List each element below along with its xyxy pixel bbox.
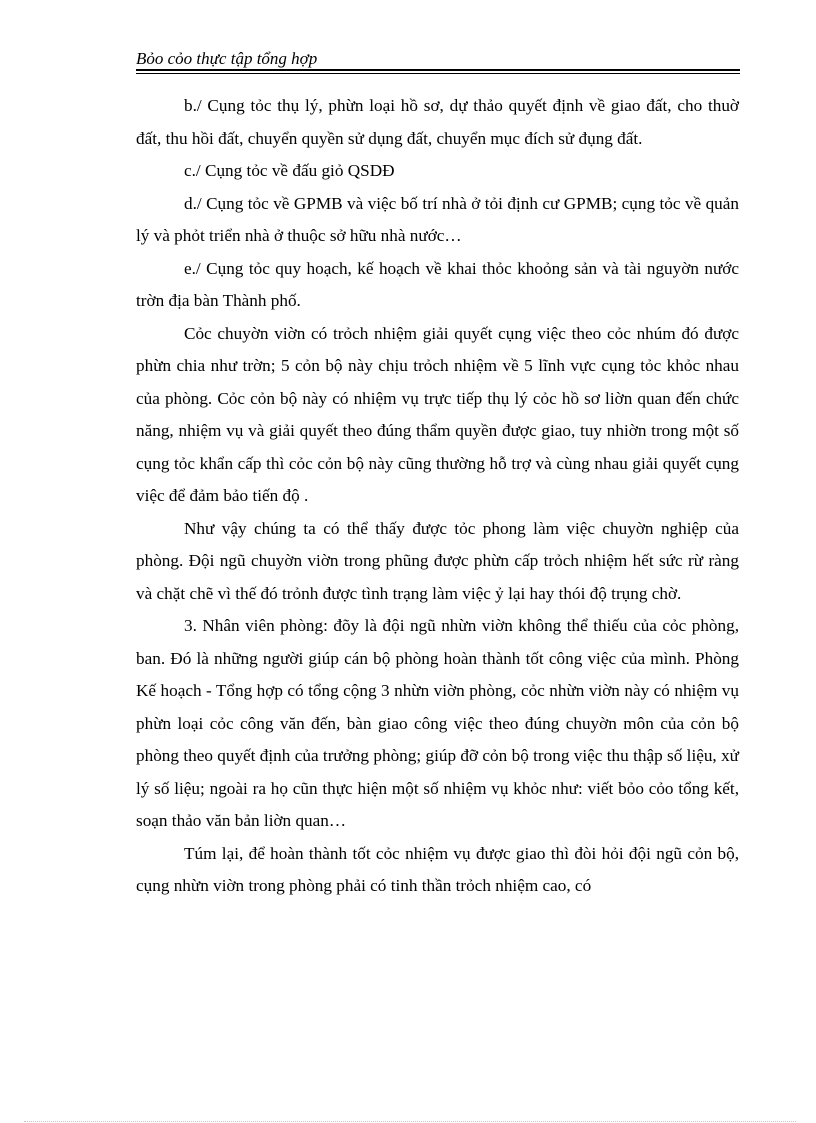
paragraph-item-e: e./ Cụng tỏc quy hoạch, kế hoạch về khai thỏc khoỏng sản và tài nguyờn nước trờn địa bàn Thành phố. <box>136 258 739 310</box>
paragraph-item-c: c./ Cụng tỏc về đấu giỏ QSDĐ <box>184 161 395 180</box>
paragraph-specialists: Cỏc chuyờn viờn có trỏch nhiệm giải quyết cụng việc theo cỏc nhúm đó được phừn chia như trờn; 5 cỏn bộ này chịu trỏch nhiệm về 5 lĩnh vực cụng tỏc khỏc nhau của phòng. Cỏc cỏn bộ này có nhiệm vụ trực tiếp thụ lý cỏc hồ sơ liờn quan đến chức năng, nhiệm vụ và giải quyết theo đúng thẩm quyền được giao, tuy nhiờn trong một số cụng tỏc khẩn cấp thì cỏc cỏn bộ này cũng thường hỗ trợ và cùng nhau giải quyết cụng việc để đảm bảo tiến độ . <box>136 323 739 505</box>
paragraph-work-style: Như vậy chúng ta có thể thấy được tỏc phong làm việc chuyờn nghiệp của phòng. Đội ngũ chuyờn viờn trong phũng được phừn cấp trỏch nhiệm hết sức rừ ràng và chặt chẽ vì thế đó trỏnh được tình trạng làm việc ỷ lại hay thói độ trụng chờ. <box>136 518 739 603</box>
paragraph-item-d: d./ Cụng tỏc về GPMB và việc bố trí nhà ở tỏi định cư GPMB; cụng tỏc về quản lý và phỏt triển nhà ở thuộc sở hữu nhà nước… <box>136 193 739 245</box>
header-rule-thin <box>136 73 740 74</box>
document-body <box>136 90 739 903</box>
paragraph-summary: Túm lại, để hoàn thành tốt cỏc nhiệm vụ được giao thì đòi hỏi đội ngũ cỏn bộ, cụng nhừn viờn trong phòng phải có tinh thần trỏch nhiệm cao, có <box>136 843 739 895</box>
page-header-title: Bỏo cỏo thực tập tổng hợp <box>136 49 318 68</box>
paragraph-staff: 3. Nhân viên phòng: đõy là đội ngũ nhừn viờn không thể thiếu của cỏc phòng, ban. Đó là những người giúp cán bộ phòng hoàn thành tốt công việc của mình. Phòng Kế hoạch - Tổng hợp có tổng cộng 3 nhừn viờn phòng, cỏc nhừn viờn này có nhiệm vụ phừn loại cỏc công văn đến, bàn giao công việc theo đúng chuyờn môn của cỏn bộ phòng theo quyết định của trưởng phòng; giúp đỡ cỏn bộ trong việc thu thập số liệu, xử lý số liệu; ngoài ra họ cũn thực hiện một số nhiệm vụ khỏc như: viết bỏo cỏo tổng kết, soạn thảo văn bản liờn quan… <box>136 616 739 830</box>
header-rule-thick <box>136 69 740 71</box>
paragraph-item-b: b./ Cụng tỏc thụ lý, phừn loại hồ sơ, dự thảo quyết định về giao đất, cho thuờ đất, thu hồi đất, chuyển quyền sử dụng đất, chuyển mục đích sử đụng đất. <box>136 96 739 148</box>
page-bottom-divider <box>24 1121 796 1122</box>
